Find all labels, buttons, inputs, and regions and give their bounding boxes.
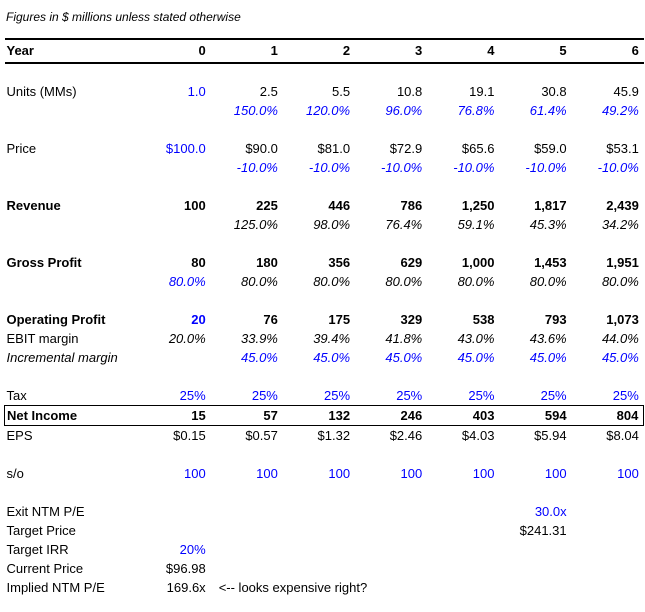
incremental-margin-value-year-3: 45.0% bbox=[385, 350, 423, 365]
shares-outstanding-value-year-0: 100 bbox=[183, 466, 206, 481]
eps-value-year-3: $2.46 bbox=[389, 428, 423, 443]
financial-model-table bbox=[4, 38, 644, 597]
units-value-year-0: 1.0 bbox=[187, 84, 206, 99]
gross-margin-value-year-3: 80.0% bbox=[385, 274, 423, 289]
target-price-value-year-2 bbox=[283, 521, 355, 540]
tax-value-year-4: 25% bbox=[427, 386, 499, 406]
tax-value-year-2: 25% bbox=[283, 386, 355, 406]
target-price-value-year-3 bbox=[355, 521, 427, 540]
target-price-value-year-5: $241.31 bbox=[519, 523, 567, 538]
units-label: Units (MMs) bbox=[6, 84, 77, 99]
target-irr-value-year-2 bbox=[283, 540, 355, 559]
row-year-header bbox=[5, 39, 644, 63]
shares-outstanding-label: s/o bbox=[6, 466, 24, 481]
model-table-body bbox=[5, 39, 644, 597]
row-shares-outstanding bbox=[5, 464, 644, 483]
net-income-value-year-4: 403 bbox=[427, 406, 499, 426]
operating-profit-value-year-1: 76 bbox=[263, 312, 278, 327]
row-gross-profit bbox=[5, 253, 644, 272]
implied-ntm-pe-label: Implied NTM P/E bbox=[6, 580, 105, 595]
revenue-value-year-1: 225 bbox=[256, 198, 278, 213]
price-value-year-4: $65.6 bbox=[461, 141, 495, 156]
implied-ntm-pe-annotation: <-- looks expensive right? bbox=[218, 580, 368, 595]
incremental-margin-value-year-0 bbox=[139, 348, 211, 367]
target-price-value-year-6 bbox=[572, 521, 644, 540]
target-irr-label: Target IRR bbox=[6, 542, 69, 557]
spacer-cell bbox=[5, 234, 644, 253]
eps-value-year-2: $1.32 bbox=[317, 428, 351, 443]
target-irr-value-year-6 bbox=[572, 540, 644, 559]
row-price bbox=[5, 139, 644, 158]
target-price-value-year-4 bbox=[427, 521, 499, 540]
price-growth-value-year-5: -10.0% bbox=[525, 160, 567, 175]
spacer-row bbox=[5, 291, 644, 310]
revenue-value-year-4: 1,250 bbox=[461, 198, 495, 213]
ebit-margin-value-year-4: 43.0% bbox=[457, 331, 495, 346]
revenue-growth-label bbox=[5, 215, 139, 234]
target-irr-value-year-1 bbox=[211, 540, 283, 559]
row-implied-ntm-pe bbox=[5, 578, 644, 597]
ebit-margin-label: EBIT margin bbox=[6, 331, 79, 346]
ebit-margin-value-year-0: 20.0% bbox=[168, 331, 206, 346]
ebit-margin-value-year-2: 39.4% bbox=[313, 331, 351, 346]
row-ebit-margin bbox=[5, 329, 644, 348]
units-value-year-3: 10.8 bbox=[396, 84, 423, 99]
row-revenue-growth bbox=[5, 215, 644, 234]
shares-outstanding-value-year-5: 100 bbox=[544, 466, 567, 481]
net-income-value-year-2: 132 bbox=[283, 406, 355, 426]
shares-outstanding-value-year-1: 100 bbox=[256, 466, 278, 481]
price-label: Price bbox=[6, 141, 37, 156]
gross-margin-value-year-6: 80.0% bbox=[601, 274, 639, 289]
revenue-label: Revenue bbox=[6, 198, 61, 213]
price-value-year-5: $59.0 bbox=[534, 141, 567, 156]
row-tax bbox=[5, 386, 644, 406]
operating-profit-value-year-2: 175 bbox=[328, 312, 351, 327]
exit-ntm-pe-value-year-5: 30.0x bbox=[534, 504, 567, 519]
price-value-year-0: $100.0 bbox=[165, 141, 206, 156]
incremental-margin-value-year-4: 45.0% bbox=[457, 350, 495, 365]
tax-value-year-0: 25% bbox=[139, 386, 211, 406]
revenue-value-year-5: 1,817 bbox=[534, 198, 567, 213]
revenue-value-year-6: 2,439 bbox=[606, 198, 639, 213]
shares-outstanding-value-year-6: 100 bbox=[617, 466, 639, 481]
target-irr-value-year-0: 20% bbox=[179, 542, 206, 557]
operating-profit-value-year-0: 20 bbox=[191, 312, 206, 327]
gross-profit-label: Gross Profit bbox=[6, 255, 82, 270]
spacer-cell bbox=[5, 291, 644, 310]
operating-profit-value-year-4: 538 bbox=[472, 312, 495, 327]
spacer-cell bbox=[5, 63, 644, 82]
spacer-row bbox=[5, 234, 644, 253]
exit-ntm-pe-value-year-2 bbox=[283, 502, 355, 521]
exit-ntm-pe-value-year-4 bbox=[427, 502, 499, 521]
exit-ntm-pe-value-year-6 bbox=[572, 502, 644, 521]
gross-margin-value-year-0: 80.0% bbox=[168, 274, 206, 289]
gross-margin-value-year-2: 80.0% bbox=[313, 274, 351, 289]
year-header-value-year-5: 5 bbox=[499, 39, 571, 63]
shares-outstanding-value-year-2: 100 bbox=[328, 466, 351, 481]
spacer-row bbox=[5, 445, 644, 464]
price-value-year-6: $53.1 bbox=[606, 141, 639, 156]
shares-outstanding-value-year-3: 100 bbox=[400, 466, 423, 481]
row-net-income bbox=[5, 406, 644, 426]
year-header-value-year-4: 4 bbox=[427, 39, 499, 63]
price-growth-value-year-4: -10.0% bbox=[453, 160, 495, 175]
current-price-value-year-2 bbox=[283, 559, 355, 578]
gross-profit-value-year-3: 629 bbox=[400, 255, 423, 270]
eps-value-year-0: $0.15 bbox=[173, 428, 206, 443]
row-operating-profit bbox=[5, 310, 644, 329]
revenue-growth-value-year-4: 59.1% bbox=[457, 217, 495, 232]
units-growth-value-year-6: 49.2% bbox=[601, 103, 639, 118]
units-note: Figures in $ millions unless stated otherwise bbox=[6, 10, 241, 24]
incremental-margin-value-year-2: 45.0% bbox=[313, 350, 351, 365]
row-target-price bbox=[5, 521, 644, 540]
units-growth-value-year-2: 120.0% bbox=[305, 103, 351, 118]
spacer-cell bbox=[5, 177, 644, 196]
row-gross-margin bbox=[5, 272, 644, 291]
units-growth-value-year-3: 96.0% bbox=[385, 103, 423, 118]
gross-profit-value-year-2: 356 bbox=[328, 255, 351, 270]
incremental-margin-label: Incremental margin bbox=[6, 350, 118, 365]
revenue-growth-value-year-5: 45.3% bbox=[529, 217, 567, 232]
year-header-value-year-6: 6 bbox=[572, 39, 644, 63]
gross-margin-value-year-1: 80.0% bbox=[241, 274, 278, 289]
row-exit-ntm-pe bbox=[5, 502, 644, 521]
units-growth-value-year-5: 61.4% bbox=[529, 103, 567, 118]
shares-outstanding-value-year-4: 100 bbox=[472, 466, 495, 481]
price-value-year-3: $72.9 bbox=[389, 141, 423, 156]
implied-ntm-pe-value-year-0: 169.6x bbox=[166, 580, 206, 595]
gross-margin-label bbox=[5, 272, 139, 291]
exit-ntm-pe-label: Exit NTM P/E bbox=[6, 504, 85, 519]
year-header-value-year-0: 0 bbox=[139, 39, 211, 63]
spacer-row bbox=[5, 483, 644, 502]
price-growth-value-year-1: -10.0% bbox=[236, 160, 278, 175]
revenue-value-year-0: 100 bbox=[183, 198, 206, 213]
units-growth-value-year-1: 150.0% bbox=[233, 103, 278, 118]
units-growth-value-year-0 bbox=[139, 101, 211, 120]
ebit-margin-value-year-6: 44.0% bbox=[601, 331, 639, 346]
net-income-value-year-0: 15 bbox=[139, 406, 211, 426]
gross-margin-value-year-4: 80.0% bbox=[457, 274, 495, 289]
exit-ntm-pe-value-year-1 bbox=[211, 502, 283, 521]
incremental-margin-value-year-1: 45.0% bbox=[241, 350, 278, 365]
row-incremental-margin bbox=[5, 348, 644, 367]
revenue-growth-value-year-1: 125.0% bbox=[233, 217, 278, 232]
units-value-year-5: 30.8 bbox=[541, 84, 567, 99]
net-income-value-year-6: 804 bbox=[572, 406, 644, 426]
price-growth-value-year-0 bbox=[139, 158, 211, 177]
year-header-value-year-1: 1 bbox=[211, 39, 283, 63]
tax-value-year-1: 25% bbox=[211, 386, 283, 406]
gross-profit-value-year-1: 180 bbox=[256, 255, 278, 270]
gross-profit-value-year-5: 1,453 bbox=[534, 255, 567, 270]
price-growth-value-year-6: -10.0% bbox=[597, 160, 639, 175]
units-value-year-1: 2.5 bbox=[259, 84, 278, 99]
units-value-year-6: 45.9 bbox=[613, 84, 639, 99]
spacer-row bbox=[5, 120, 644, 139]
tax-value-year-6: 25% bbox=[572, 386, 644, 406]
net-income-value-year-1: 57 bbox=[211, 406, 283, 426]
tax-label: Tax bbox=[5, 386, 139, 406]
price-growth-label bbox=[5, 158, 139, 177]
year-header-label: Year bbox=[5, 39, 139, 63]
revenue-growth-value-year-3: 76.4% bbox=[385, 217, 423, 232]
year-header-value-year-2: 2 bbox=[283, 39, 355, 63]
tax-value-year-5: 25% bbox=[499, 386, 571, 406]
eps-value-year-4: $4.03 bbox=[461, 428, 495, 443]
gross-profit-value-year-0: 80 bbox=[191, 255, 206, 270]
target-irr-value-year-5 bbox=[499, 540, 571, 559]
net-income-label: Net Income bbox=[5, 406, 139, 426]
target-price-value-year-1 bbox=[211, 521, 283, 540]
gross-profit-value-year-4: 1,000 bbox=[461, 255, 495, 270]
spacer-row bbox=[5, 367, 644, 386]
spacer-row bbox=[5, 177, 644, 196]
incremental-margin-value-year-6: 45.0% bbox=[601, 350, 639, 365]
exit-ntm-pe-value-year-0 bbox=[139, 502, 211, 521]
row-eps bbox=[5, 426, 644, 446]
gross-margin-value-year-5: 80.0% bbox=[529, 274, 567, 289]
row-units bbox=[5, 82, 644, 101]
units-value-year-4: 19.1 bbox=[469, 84, 495, 99]
target-irr-value-year-4 bbox=[427, 540, 499, 559]
price-growth-value-year-2: -10.0% bbox=[308, 160, 351, 175]
current-price-value-year-3 bbox=[355, 559, 427, 578]
ebit-margin-value-year-5: 43.6% bbox=[529, 331, 567, 346]
tax-value-year-3: 25% bbox=[355, 386, 427, 406]
revenue-growth-value-year-6: 34.2% bbox=[601, 217, 639, 232]
price-value-year-1: $90.0 bbox=[245, 141, 278, 156]
eps-label: EPS bbox=[6, 428, 33, 443]
spacer-cell bbox=[5, 445, 644, 464]
current-price-label: Current Price bbox=[6, 561, 84, 576]
spacer-cell bbox=[5, 120, 644, 139]
eps-value-year-1: $0.57 bbox=[245, 428, 278, 443]
row-revenue bbox=[5, 196, 644, 215]
target-irr-value-year-3 bbox=[355, 540, 427, 559]
revenue-growth-value-year-2: 98.0% bbox=[313, 217, 351, 232]
ebit-margin-value-year-3: 41.8% bbox=[385, 331, 423, 346]
units-value-year-2: 5.5 bbox=[331, 84, 351, 99]
target-price-value-year-0 bbox=[139, 521, 211, 540]
row-target-irr bbox=[5, 540, 644, 559]
net-income-value-year-5: 594 bbox=[499, 406, 571, 426]
units-growth-value-year-4: 76.8% bbox=[457, 103, 495, 118]
row-units-growth bbox=[5, 101, 644, 120]
row-current-price bbox=[5, 559, 644, 578]
current-price-value-year-6 bbox=[572, 559, 644, 578]
year-header-value-year-3: 3 bbox=[355, 39, 427, 63]
eps-value-year-5: $5.94 bbox=[534, 428, 567, 443]
gross-profit-value-year-6: 1,951 bbox=[606, 255, 639, 270]
current-price-value-year-4 bbox=[427, 559, 499, 578]
spacer-cell bbox=[5, 483, 644, 502]
revenue-value-year-2: 446 bbox=[328, 198, 351, 213]
incremental-margin-value-year-5: 45.0% bbox=[529, 350, 567, 365]
net-income-value-year-3: 246 bbox=[355, 406, 427, 426]
spacer-row bbox=[5, 63, 644, 82]
units-growth-label bbox=[5, 101, 139, 120]
eps-value-year-6: $8.04 bbox=[606, 428, 639, 443]
target-price-label: Target Price bbox=[6, 523, 76, 538]
operating-profit-value-year-5: 793 bbox=[544, 312, 567, 327]
price-value-year-2: $81.0 bbox=[317, 141, 351, 156]
operating-profit-value-year-3: 329 bbox=[400, 312, 423, 327]
spacer-cell bbox=[5, 367, 644, 386]
revenue-growth-value-year-0 bbox=[139, 215, 211, 234]
row-price-growth bbox=[5, 158, 644, 177]
current-price-value-year-5 bbox=[499, 559, 571, 578]
current-price-value-year-0: $96.98 bbox=[165, 561, 206, 576]
exit-ntm-pe-value-year-3 bbox=[355, 502, 427, 521]
operating-profit-label: Operating Profit bbox=[6, 312, 106, 327]
operating-profit-value-year-6: 1,073 bbox=[606, 312, 639, 327]
ebit-margin-value-year-1: 33.9% bbox=[241, 331, 278, 346]
revenue-value-year-3: 786 bbox=[400, 198, 423, 213]
price-growth-value-year-3: -10.0% bbox=[381, 160, 423, 175]
current-price-value-year-1 bbox=[211, 559, 283, 578]
